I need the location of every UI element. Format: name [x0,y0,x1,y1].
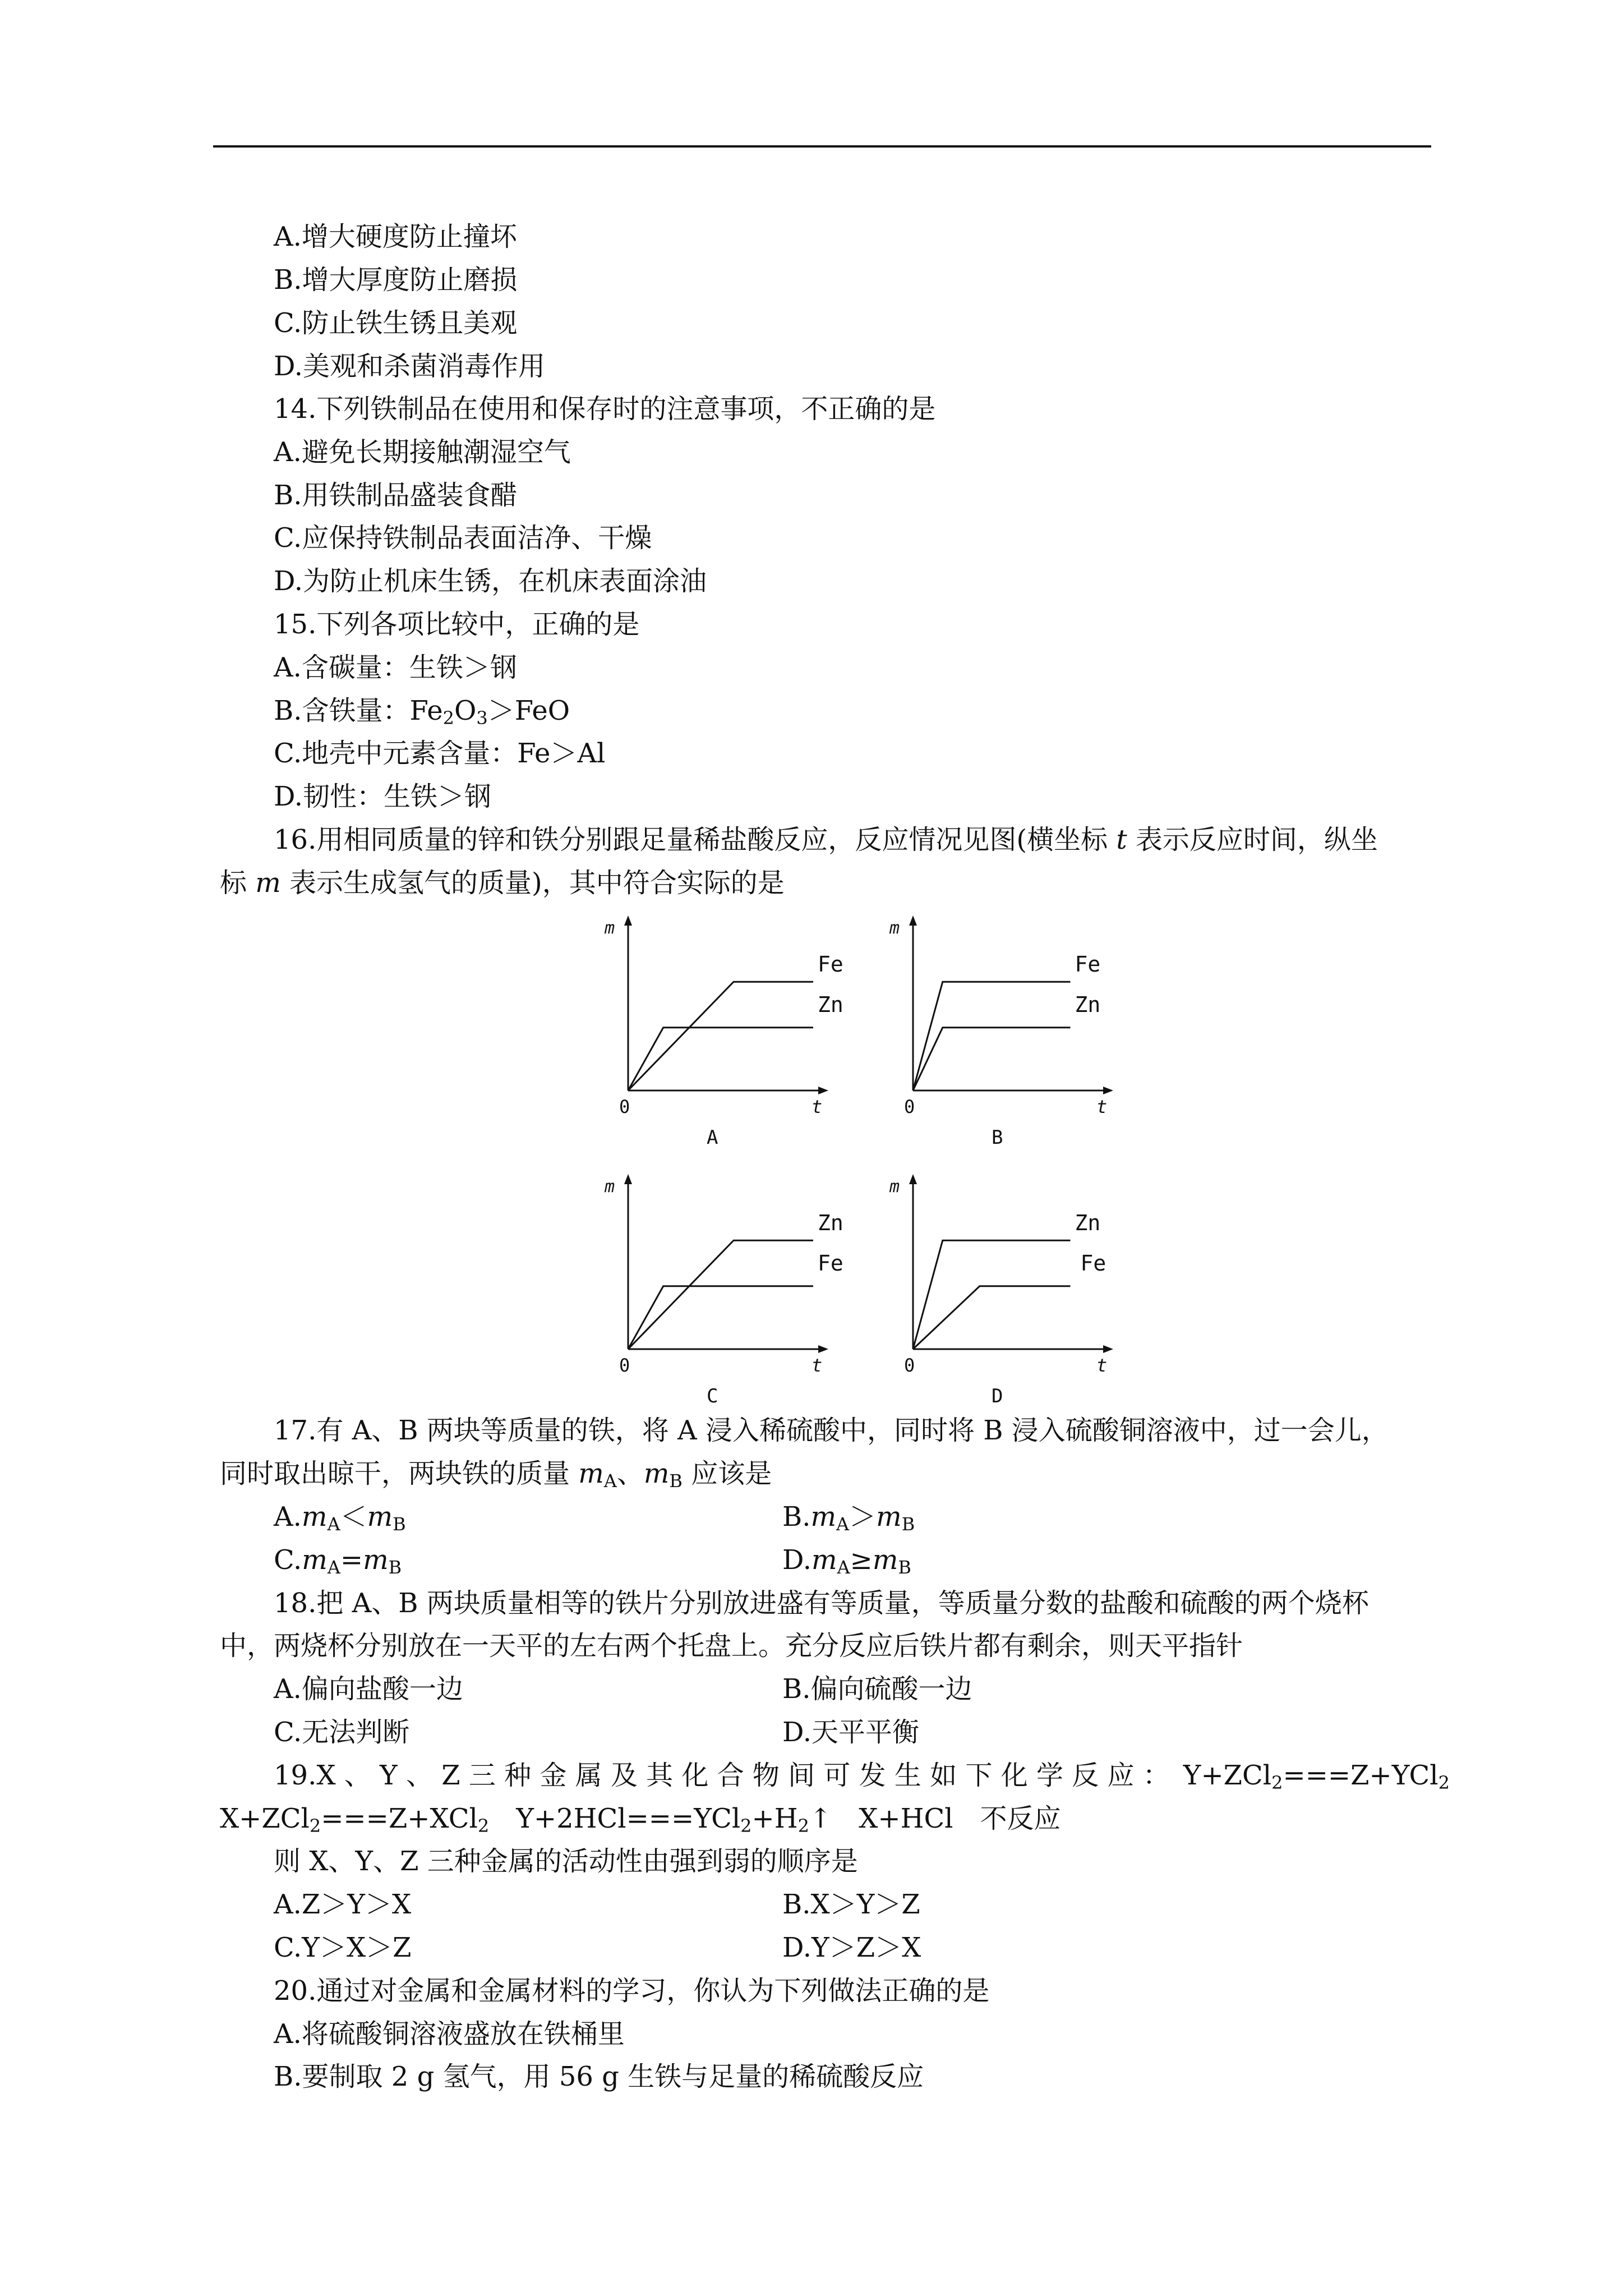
q18-option-a: A.偏向盐酸一边 [274,1673,463,1705]
q15-option-c: C.地壳中元素含量：Fe＞Al [274,738,606,769]
q19-option-a: A.Z＞Y＞X [274,1889,412,1920]
chart-b-series-zn [913,1028,1071,1091]
q19-option-d: D.Y＞Z＞X [782,1932,921,1963]
chart-d-y-label: m [889,1177,900,1197]
q19-reaction-1: Y+ZCl$_2$===Z+YCl$_2$ [1183,1760,1450,1793]
chart-d-caption: D [992,1385,1003,1407]
chart-a-series-zn [628,1028,813,1091]
chart-c-x-arrow [818,1345,828,1353]
q18-option-b: B.偏向硫酸一边 [782,1673,972,1705]
q19-reaction-3: $Y+2HCl===YCl_2+H_2↑$ [516,1803,832,1837]
q14-option-c: C.应保持铁制品表面洁净、干燥 [274,522,652,554]
chart-b-y-label: m [889,918,900,938]
chart-d-series-fe [913,1286,1071,1349]
q17-option-a: $A.m_A<m_B$ [274,1501,406,1535]
chart-a-y-label: m [605,918,615,938]
q19-reaction-4: X+HCl 不反应 [859,1803,1061,1834]
q18-stem-line2: 中，两烧杯分别放在一天平的左右两个托盘上。充分反应后铁片都有剩余，则天平指针 [220,1630,1243,1662]
q16-stem-line2: 标 m 表示生成氢气的质量)，其中符合实际的是 [220,867,785,899]
q15-stem: 15.下列各项比较中，正确的是 [274,609,640,640]
q13-option-b: B.增大厚度防止磨损 [274,264,518,296]
q18-stem-line1: 18.把 A、B 两块质量相等的铁片分别放进盛有等质量，等质量分数的盐酸和硫酸的两个烧杯 [274,1588,1369,1619]
q19-option-c: C.Y＞X＞Z [274,1932,412,1963]
q20-option-b: B.要制取 2 g 氢气，用 56 g 生铁与足量的稀硫酸反应 [274,2061,924,2092]
chart-a-x-label: t [811,1096,823,1117]
q18-option-d: D.天平平衡 [782,1717,920,1748]
chart-b-series-fe [913,982,1071,1091]
q19-reaction-2: X+ZCl$_2$===Z+XCl$_2$ [220,1803,490,1837]
chart-c-y-arrow [624,1174,632,1184]
chart-a-label-zn: Zn [818,992,843,1017]
q14-option-a: A.避免长期接触潮湿空气 [274,436,571,468]
q14-stem: 14.下列铁制品在使用和保存时的注意事项，不正确的是 [274,393,936,425]
chart-d-y-arrow [909,1174,917,1184]
q19-ask: 则 X、Y、Z 三种金属的活动性由强到弱的顺序是 [274,1846,858,1877]
chart-a-x-arrow [818,1087,828,1094]
q13-option-a: A.增大硬度防止撞坏 [274,221,517,252]
q17-stem-line2: 同时取出晾干，两块铁的质量 $m_A$、$m_B$ 应该是 [220,1458,772,1492]
q20-stem: 20.通过对金属和金属材料的学习，你认为下列做法正确的是 [274,1975,990,2007]
chart-a-caption: A [707,1126,718,1149]
q17-option-d: $D.m_A\ge m_B$ [782,1544,911,1578]
q14-option-d: D.为防止机床生锈，在机床表面涂油 [274,565,707,597]
chart-c-y-label: m [605,1177,615,1197]
chart-b-label-zn: Zn [1075,992,1101,1017]
chart-c-label-zn: Zn [818,1211,843,1236]
chart-c-x-label: t [811,1355,823,1376]
chart-d-label-zn: Zn [1075,1211,1101,1236]
chart-d-x-arrow [1103,1345,1113,1353]
q17-option-b: $B.m_A>m_B$ [782,1501,915,1535]
chart-d-origin-label: 0 [904,1355,915,1376]
q15-option-d: D.韧性：生铁＞钢 [274,781,492,812]
chart-c-origin-label: 0 [619,1355,630,1376]
chart-b-caption: B [992,1126,1003,1149]
chart-a-origin-label: 0 [619,1096,630,1117]
q19-stem-line1: 19.X 、 Y 、 Z 三 种 金 属 及 其 化 合 物 间 可 发 生 如 下 化 学 反 应 ： Y+ZCl$_2$===Z+YCl$_2$ [274,1760,1450,1793]
q16-stem-line1: 16.用相同质量的锌和铁分别跟足量稀盐酸反应，反应情况见图(横坐标 t 表示反应时间，纵坐 [274,824,1378,855]
chart-b-origin-label: 0 [904,1096,915,1117]
q15-option-a: A.含碳量：生铁＞钢 [274,652,517,683]
chart-a-y-arrow [624,915,632,926]
q20-option-a: A.将硫酸铜溶液盛放在铁桶里 [274,2018,625,2050]
chart-b-y-arrow [909,915,917,926]
q15-option-b: B.含铁量：$Fe_2O_3>FeO$ [274,695,570,729]
chart-d-x-label: t [1096,1355,1108,1376]
q19-option-b: B.X＞Y＞Z [782,1889,920,1920]
chart-a-label-fe: Fe [818,952,843,977]
chart-d-label-fe: Fe [1080,1250,1106,1276]
q13-option-d: D.美观和杀菌消毒作用 [274,351,546,382]
chart-b-label-fe: Fe [1075,952,1101,977]
chart-c-series-zn [628,1240,813,1349]
q19-reactions-line [220,1802,1061,1835]
q18-option-c: C.无法判断 [274,1717,410,1748]
chart-d-series-zn [913,1240,1071,1349]
chart-c-series-fe [628,1286,813,1349]
chart-b-x-label: t [1096,1096,1108,1117]
chart-c-label-fe: Fe [818,1250,843,1276]
chart-b-x-arrow [1103,1087,1113,1094]
chart-a-series-fe [628,982,813,1091]
chart-c-caption: C [707,1385,718,1407]
q17-option-c: $C.m_A=m_B$ [274,1544,402,1578]
q17-stem-line1: 17.有 A、B 两块等质量的铁，将 A 浸入稀硫酸中，同时将 B 浸入硫酸铜溶液中，过一会儿， [274,1415,1389,1446]
q13-option-c: C.防止铁生锈且美观 [274,307,518,339]
q14-option-b: B.用铁制品盛装食醋 [274,480,518,511]
